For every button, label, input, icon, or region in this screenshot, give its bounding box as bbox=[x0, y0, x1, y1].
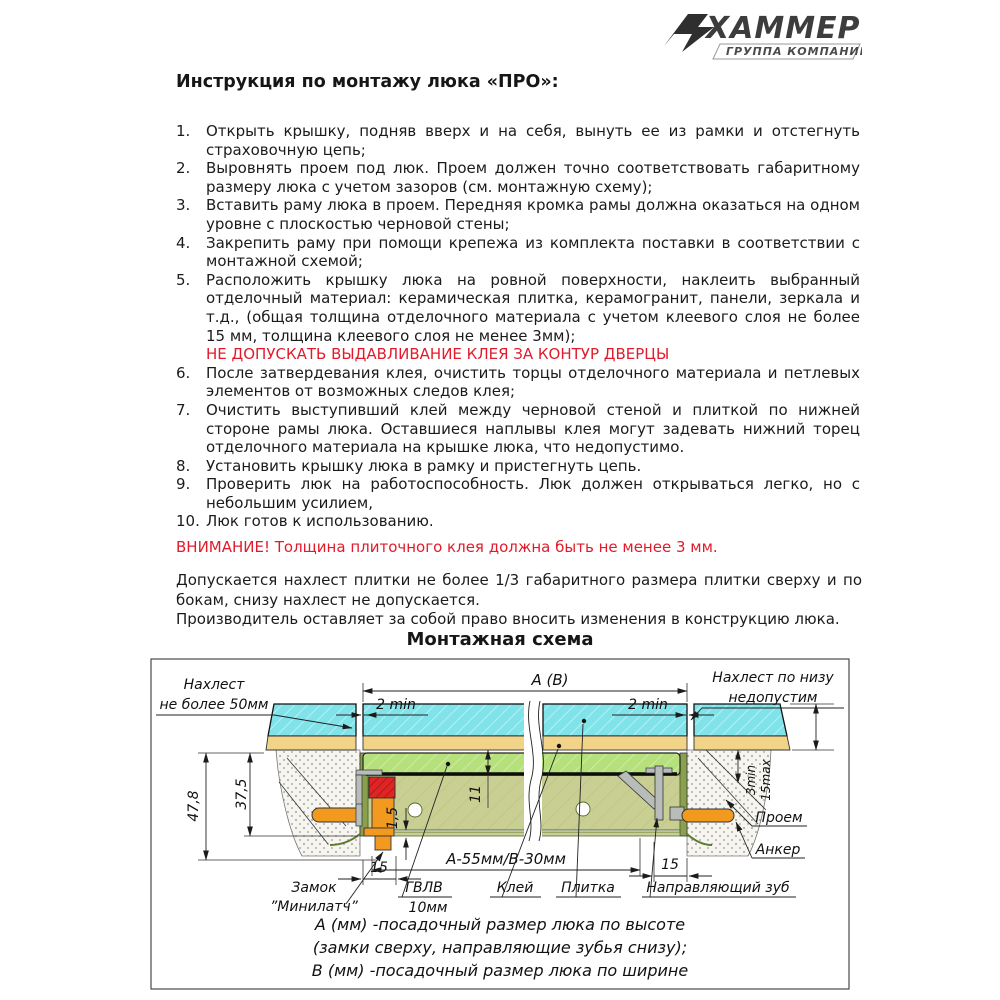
list-item-text: Закрепить раму при помощи крепежа из комплекта поставки в соответствии с монтажной схемой; bbox=[206, 233, 860, 271]
diagram-note-1: А (мм) -посадочный размер люка по высоте bbox=[314, 915, 686, 934]
label-anker: Анкер bbox=[755, 842, 801, 858]
mounting-diagram bbox=[150, 658, 850, 994]
gvlv-panel bbox=[363, 753, 680, 775]
diagram-title: Монтажная схема bbox=[406, 629, 594, 650]
closing-paragraphs bbox=[176, 571, 862, 630]
label-zamok-line1: Замок bbox=[291, 880, 337, 896]
list-item-text: Установить крышку люка в рамку и пристегнуть цепь. bbox=[206, 456, 642, 475]
dim-3min: 3min bbox=[744, 764, 758, 796]
diagram-note-3: В (мм) -посадочный размер люка по ширине bbox=[311, 961, 689, 980]
list-item-number: 1. bbox=[176, 122, 191, 140]
anchor-right bbox=[682, 809, 734, 822]
list-item-text: Вставить раму люка в проем. Передняя кромка рамы должна оказаться на одном уровне с плоскостью черновой стены; bbox=[206, 196, 860, 233]
list-item-number: 9. bbox=[176, 475, 191, 494]
list-item-text: После затвердевания клея, очистить торцы отделочного материала и петлевых элементов от возможных следов клея; bbox=[206, 363, 860, 401]
dim-2min-right: 2 min bbox=[628, 697, 668, 713]
glue-left bbox=[266, 736, 356, 750]
label-zamok-line2: ”Минилатч” bbox=[270, 899, 358, 915]
list-item bbox=[176, 475, 860, 512]
label-overlap-top-line2: не более 50мм bbox=[159, 697, 269, 713]
company-logo bbox=[662, 6, 862, 64]
paragraph-manufacturer: Производитель оставляет за собой право вносить изменения в конструкцию люка. bbox=[176, 610, 840, 628]
logo-text: ХАММЕР bbox=[706, 11, 861, 46]
list-item-text: Люк готов к использованию. bbox=[206, 512, 434, 531]
dim-2min-left: 2 min bbox=[376, 697, 416, 713]
instructions-list bbox=[176, 122, 860, 531]
list-item-number: 2. bbox=[176, 159, 191, 178]
tile-left-overlap bbox=[268, 704, 356, 736]
list-item bbox=[176, 271, 860, 345]
label-proem: Проем bbox=[755, 810, 803, 826]
frame-hole bbox=[408, 803, 422, 817]
list-item-text: Выровнять проем под люк. Проем должен точно соответствовать габаритному размеру люка с учетом зазоров (см. монтажную схему); bbox=[206, 159, 860, 196]
list-item-number: 4. bbox=[176, 233, 191, 252]
list-item-number: 7. bbox=[176, 400, 191, 419]
glue-main-right bbox=[543, 736, 687, 750]
list-item bbox=[176, 196, 860, 233]
list-item-number: 8. bbox=[176, 456, 191, 475]
dim-15-right: 15 bbox=[661, 857, 679, 873]
warning-text: ВНИМАНИЕ! Толщина плиточного клея должна быть не менее 3 мм. bbox=[176, 538, 718, 556]
dim-11: 11 bbox=[468, 785, 484, 803]
anchor-left bbox=[312, 808, 362, 822]
dim-15-left: 15 bbox=[370, 860, 388, 876]
list-item bbox=[176, 122, 860, 159]
list-item-text: Очистить выступивший клей между черновой стеной и плиткой по нижней стороне рамы люка. Оставшиеся наплывы клея могут задевать нижний торец отделочного материала на крышке люка, что недопустимо. bbox=[206, 400, 860, 457]
label-overlap-bottom-line1: Нахлест по низу bbox=[712, 670, 834, 686]
label-gvlv-thickness: 10мм bbox=[408, 900, 448, 916]
list-item bbox=[176, 159, 860, 196]
list-item-number: 6. bbox=[176, 363, 191, 382]
label-gvlv: ГВЛВ bbox=[405, 880, 443, 896]
list-item-number: 3. bbox=[176, 196, 191, 215]
list-item-text: Проверить люк на работоспособность. Люк должен открываться легко, но с небольшим усилием, bbox=[206, 475, 860, 512]
dim-ab-bottom: А-55мм/В-30мм bbox=[446, 850, 566, 868]
tile-right-overlap bbox=[694, 704, 787, 736]
label-zub: Направляющий зуб bbox=[646, 880, 790, 896]
list-item bbox=[176, 234, 860, 271]
logo-subtitle: ГРУППА КОМПАНИЙ bbox=[726, 45, 862, 58]
list-item-number: 5. bbox=[176, 270, 191, 289]
list-item-text: Открыть крышку, подняв вверх и на себя, вынуть ее из рамки и отстегнуть страховочную цепь; bbox=[206, 122, 860, 159]
dim-15max: 15max bbox=[759, 759, 773, 801]
inline-warning-text: НЕ ДОПУСКАТЬ ВЫДАВЛИВАНИЕ КЛЕЯ ЗА КОНТУР ДВЕРЦЫ bbox=[206, 345, 670, 364]
page-title: Инструкция по монтажу люка «ПРО»: bbox=[176, 72, 559, 92]
dim-37-5: 37,5 bbox=[234, 778, 250, 810]
paragraph-overlap-rule: Допускается нахлест плитки не более 1/3 габаритного размера плитки сверху и по бокам, снизу нахлест не допускается. bbox=[176, 571, 862, 609]
frame-hole bbox=[576, 802, 590, 816]
dim-1-5: 1,5 bbox=[385, 806, 401, 830]
list-item bbox=[176, 512, 860, 531]
label-overlap-bottom-line2: недопустим bbox=[728, 690, 818, 706]
list-item-number: 10. bbox=[176, 512, 200, 531]
label-kley: Клей bbox=[496, 880, 534, 896]
dim-ab: A (B) bbox=[531, 671, 569, 689]
glue-main-left bbox=[363, 736, 525, 750]
list-item bbox=[176, 457, 860, 476]
list-item bbox=[176, 364, 860, 401]
label-overlap-top-line1: Нахлест bbox=[183, 677, 245, 693]
lock-latch bbox=[369, 777, 395, 798]
list-item bbox=[176, 401, 860, 457]
list-item-text: Расположить крышку люка на ровной поверхности, наклеить выбранный отделочный материал: керамическая плитка, керамогранит, панели, зеркала и т.д., (общая толщина отделочного материала с учетом клеевого слоя не более 15 мм, толщина клеевого слоя не менее 3мм); bbox=[206, 270, 860, 345]
diagram-note-2: (замки сверху, направляющие зубья снизу); bbox=[312, 938, 688, 957]
dim-47-8: 47,8 bbox=[186, 790, 202, 822]
glue-right bbox=[694, 736, 790, 750]
label-plitka: Плитка bbox=[561, 880, 615, 896]
frame-profile-right bbox=[680, 753, 687, 836]
